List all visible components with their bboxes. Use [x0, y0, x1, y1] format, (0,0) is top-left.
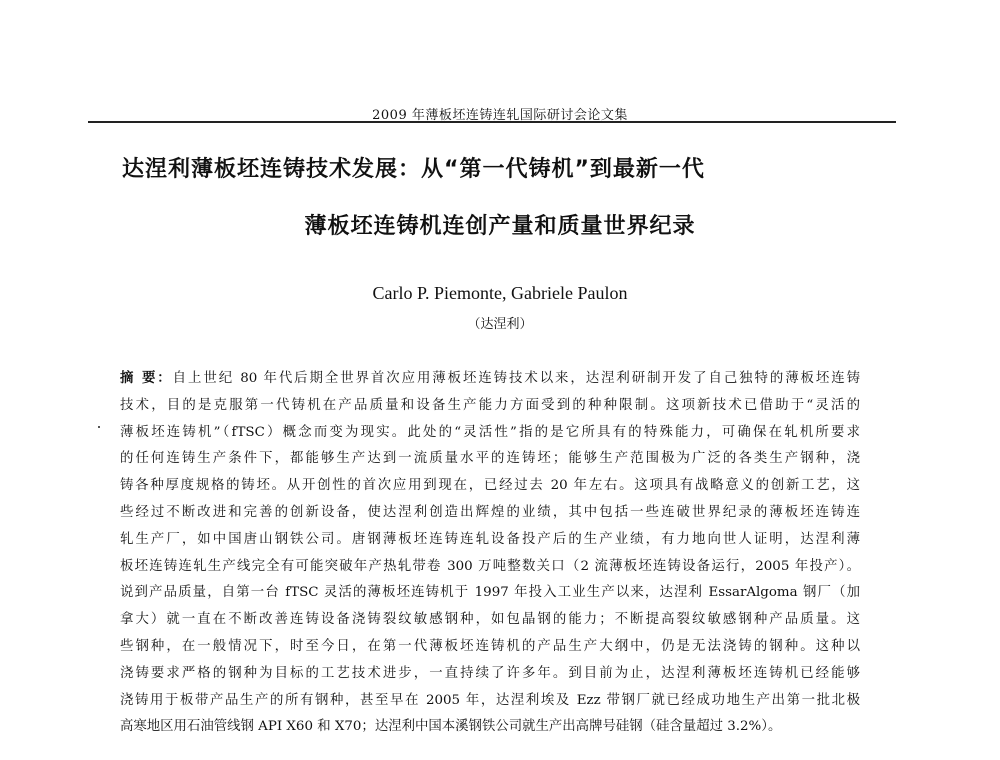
abstract-line: 浇铸用于板带产品生产的所有钢种，甚至早在 2005 年，达涅利埃及 Ezz 带钢厂就已经成功地生产出第一批北极 [120, 692, 860, 708]
abstract-line: 铸各种厚度规格的铸坯。从开创性的首次应用到现在，已经过去 20 年左右。这项具有战略意义的创新工艺，这 [120, 478, 860, 494]
abstract-line: 高寒地区用石油管线钢 API X60 和 X70；达涅利中国本溪钢铁公司就生产出高牌号硅钢（硅含量超过 3.2%）。 [120, 719, 782, 735]
abstract-line: 的任何连铸生产条件下，都能够生产达到一流质量水平的连铸坯；能够生产范围极为广泛的各类生产钢种，浇 [120, 451, 860, 467]
running-header: 2009 年薄板坯连铸连轧国际研讨会论文集 [372, 108, 628, 123]
abstract-line: 薄板坯连铸机”（fTSC）概念而变为现实。此处的“灵活性”指的是它所具有的特殊能力，可确保在轧机所要求 [120, 424, 860, 440]
abstract-line: 说到产品质量，自第一台 fTSC 灵活的薄板坯连铸机于 1997 年投入工业生产以来，达涅利 EssarAlgoma 钢厂（加 [120, 585, 860, 601]
abstract-line: 板坯连铸连轧生产线完全有可能突破年产热轧带卷 300 万吨整数关口（2 流薄板坯连铸设备运行，2005 年投产）。 [120, 558, 860, 574]
abstract-body [120, 366, 860, 741]
abstract-label: 摘 要： [120, 371, 173, 386]
abstract-line: 些钢种，在一般情况下，时至今日，在第一代薄板坯连铸机的产品生产大纲中，仍是无法浇铸的钢种。这种以 [120, 638, 860, 654]
authors: Carlo P. Piemonte, Gabriele Paulon [372, 283, 628, 303]
affiliation: （达涅利） [467, 317, 533, 332]
abstract-line: 浇铸要求严格的钢种为目标的工艺技术进步，一直持续了许多年。到目前为止，达涅利薄板坯连铸机已经能够 [120, 665, 860, 681]
abstract-line: 摘 要：自上世纪 80 年代后期全世界首次应用薄板坯连铸技术以来，达涅利研制开发了自己独特的薄板坯连铸 [120, 371, 860, 386]
header-rule [88, 121, 896, 123]
abstract-line: 技术，目的是克服第一代铸机在产品质量和设备生产能力方面受到的种种限制。这项新技术已借助于“灵活的 [120, 397, 860, 413]
abstract-line: 拿大）就一直在不断改善连铸设备浇铸裂纹敏感钢种，如包晶钢的能力；不断提高裂纹敏感钢种产品质量。这 [120, 612, 860, 628]
abstract-line: 轧生产厂，如中国唐山钢铁公司。唐钢薄板坯连铸连轧设备投产后的生产业绩，有力地向世人证明，达涅利薄 [120, 531, 860, 547]
abstract [120, 366, 860, 741]
abstract-line: 些经过不断改进和完善的创新设备，使达涅利创造出辉煌的业绩，其中包括一些连破世界纪录的薄板坯连铸连 [120, 504, 860, 520]
paper-title-line-2: 薄板坯连铸机连创产量和质量世界纪录 [304, 214, 696, 239]
margin-mark [98, 426, 100, 428]
paper-title-line-1: 达涅利薄板坯连铸技术发展：从“第一代铸机”到最新一代 [122, 157, 705, 182]
